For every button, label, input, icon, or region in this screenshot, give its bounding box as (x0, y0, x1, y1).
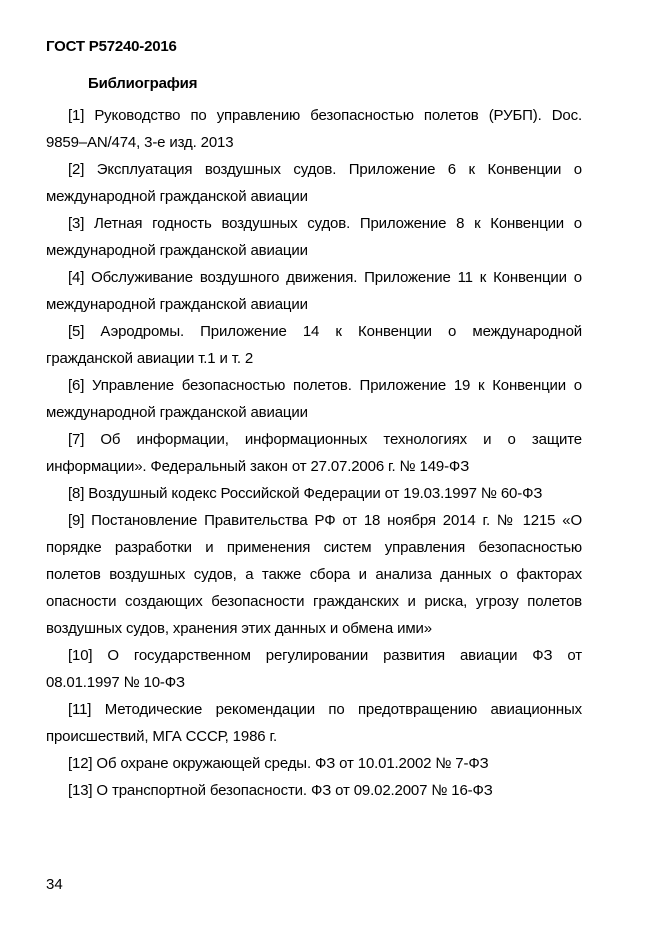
bibliography-item: [7] Об информации, информационных технологиях и о защите информации». Федеральный закон от 27.07.2006 г. № 149-ФЗ (46, 431, 582, 475)
bibliography-item: [9] Постановление Правительства РФ от 18 ноября 2014 г. № 1215 «О порядке разработки и применения систем управления безопасностью полетов воздушных судов, а также сбора и анализа данных о факторах опасности создающих безопасности гражданских и риска, угрозу полетов воздушных судов, хранения этих данных и обмена ими» (46, 512, 582, 637)
bibliography-item: [2] Эксплуатация воздушных судов. Приложение 6 к Конвенции о международной гражданской авиации (46, 161, 582, 205)
bibliography-item: [4] Обслуживание воздушного движения. Приложение 11 к Конвенции о международной гражданской авиации (46, 269, 582, 313)
page-number: 34 (46, 876, 63, 893)
bibliography-item: [13] О транспортной безопасности. ФЗ от 09.02.2007 № 16-ФЗ (68, 782, 493, 799)
bibliography-item: [8] Воздушный кодекс Российской Федерации от 19.03.1997 № 60-ФЗ (68, 485, 543, 502)
bibliography-item: [11] Методические рекомендации по предотвращению авиационных происшествий, МГА СССР, 1986 г. (46, 701, 582, 745)
bibliography-item: [10] О государственном регулировании развития авиации ФЗ от 08.01.1997 № 10-ФЗ (46, 647, 582, 691)
bibliography-item: [5] Аэродромы. Приложение 14 к Конвенции о международной гражданской авиации т.1 и т. 2 (46, 323, 582, 367)
bibliography-title: Библиография (88, 75, 198, 92)
bibliography-list (46, 102, 582, 804)
document-code: ГОСТ Р57240-2016 (46, 38, 177, 55)
bibliography-item: [6] Управление безопасностью полетов. Приложение 19 к Конвенции о международной гражданской авиации (46, 377, 582, 421)
bibliography-item: [3] Летная годность воздушных судов. Приложение 8 к Конвенции о международной гражданской авиации (46, 215, 582, 259)
bibliography-item: [12] Об охране окружающей среды. ФЗ от 10.01.2002 № 7-ФЗ (68, 755, 489, 772)
bibliography-item: [1] Руководство по управлению безопасностью полетов (РУБП). Doc. 9859–AN/474, 3-е изд. 2013 (46, 107, 582, 151)
